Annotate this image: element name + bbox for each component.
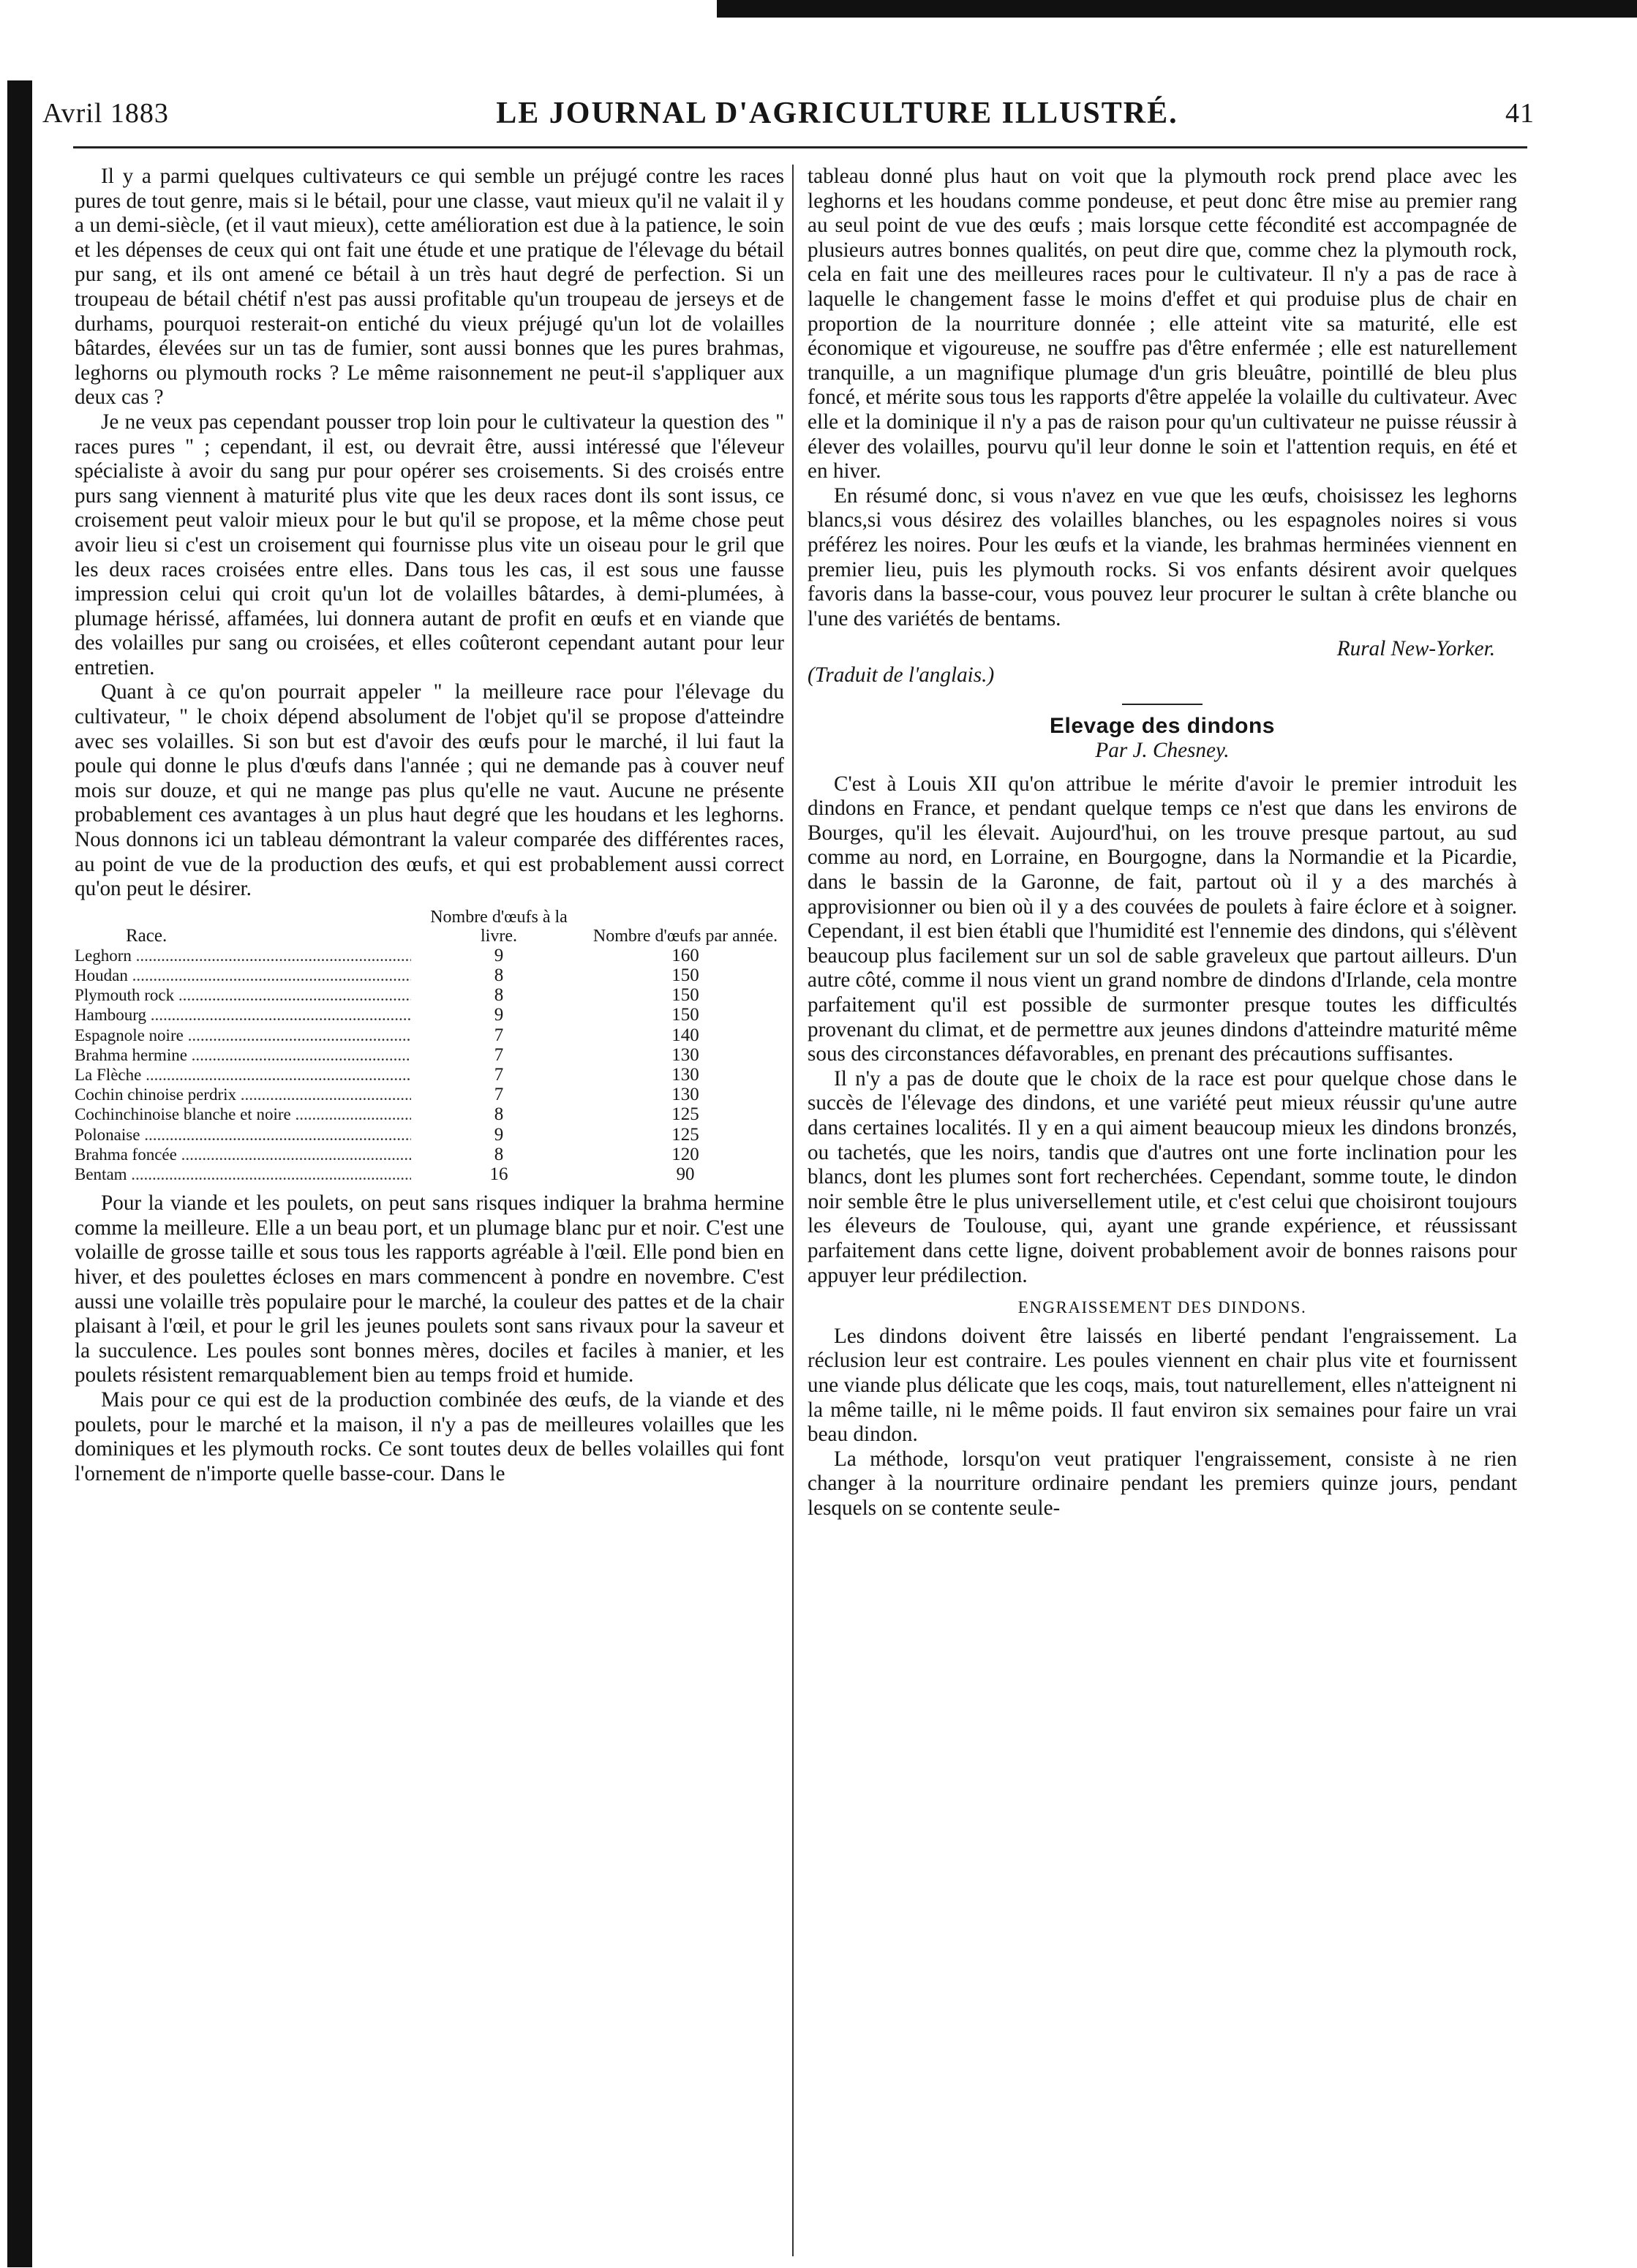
eggs-per-pound: 8 xyxy=(494,1104,504,1125)
table-row xyxy=(75,1145,784,1164)
left-column xyxy=(75,165,784,2256)
table-row xyxy=(75,946,784,965)
paragraph: Il n'y a pas de doute que le choix de la race est pour quelque chose dans le succès de l'élevage des dindons, et une variété peut mieux réussir qu'une autre dans certaines localités. Il y en a qui aiment beaucoup mieux les dindons bronzés, ou tachetés, que les noirs, tandis que d'autres ont une forte inclination pour les blancs, dont les plumes sont fort recherchées. Cependant, somme toute, le dindon noir semble être le plus universellement utile, et c'est celui que choisiront toujours les éleveurs de Toulouse, qui, ayant une grande expérience, et réussissant parfaitement dans cette ligne, doivent probablement avoir de bonnes raisons pour appuyer leur prédilection. xyxy=(808,1066,1517,1287)
right-column xyxy=(808,165,1517,2256)
eggs-per-year: 160 xyxy=(671,945,699,965)
table-row xyxy=(75,1025,784,1045)
race-name: Leghorn ..... xyxy=(75,946,411,965)
paragraph: Il y a parmi quelques cultivateurs ce qui semble un préjugé contre les races pures de tout genre, mais si le bétail, pour une classe, vaut mieux qu'il ne valait il y a un demi-siècle, (et il vaut mieux), cette amélioration est due à la patience, le soin et les dépenses de ceux qui ont fait une étude et une pratique de l'élevage du bétail pur sang, et ils ont amené ce bétail à un très haut degré de perfection. Si un troupeau de bétail chétif n'est pas aussi profitable qu'un troupeau de jerseys et de durhams, pourquoi resterait-on entiché du vieux préjugé qu'un lot de volailles bâtardes, élevées sur un tas de fumier, sont aussi bonnes que les pures brahmas, leghorns ou plymouth rocks ? Le même raisonnement ne peut-il s'appliquer aux deux cas ? xyxy=(75,165,784,410)
paragraph: tableau donné plus haut on voit que la plymouth rock prend place avec les leghorns et les houdans comme pondeuse, et peut donc être mise au premier rang au seul point de vue des œufs ; mais lorsque cette fécondité est accompagnée de plusieurs autres bonnes qualités, on peut dire que, comme chez la plymouth rock, cela en fait une des meilleures races pour le cultivateur. Il n'y a pas de race à laquelle le changement fasse le moins d'effet et qui produise plus de chair en proportion de la nourriture donnée ; elle atteint vite sa maturité, elle est économique et vigoureuse, ne souffre pas d'être enfermée ; elle est naturellement tranquille, a un magnifique plumage d'un gris bleuâtre, pointillé de bleu plus foncé, et mérite sous tous les rapports d'être appelée la volaille du cultivateur. Avec elle et la dominique il n'y a pas de raison pour qu'un cultivateur ne puisse réussir à élever des volailles, pourvu qu'il leur donne le soin et l'attention requis, en été et en hiver. xyxy=(808,165,1517,483)
table-row xyxy=(75,1104,784,1124)
race-name: Plymouth rock ..... xyxy=(75,985,411,1005)
article-title: Elevage des dindons xyxy=(1050,714,1275,739)
eggs-per-year: 150 xyxy=(671,1005,699,1025)
page-number: 41 xyxy=(1505,98,1535,129)
top-scan-bar xyxy=(717,0,1637,18)
paragraph: La méthode, lorsqu'on veut pratiquer l'engraissement, consiste à ne rien changer à la nourriture ordinaire pendant les premiers quinze jours, pendant lesquels on se contente seule- xyxy=(808,1447,1517,1520)
eggs-per-year: 130 xyxy=(671,1044,699,1065)
eggs-per-year: 90 xyxy=(676,1164,695,1185)
eggs-per-year: 120 xyxy=(671,1144,699,1164)
section-subheading: ENGRAISSEMENT DES DINDONS. xyxy=(1017,1298,1307,1317)
race-name: Cochinchinoise blanche et noire ..... xyxy=(75,1104,411,1124)
eggs-per-year: 150 xyxy=(671,985,699,1006)
table-row xyxy=(75,1085,784,1104)
paragraph: Mais pour ce qui est de la production combinée des œufs, de la viande et des poulets, pour le marché et la maison, il n'y a pas de meilleures volailles que les dominiques et les plymouth rocks. Ce sont toutes deux de belles volailles qui font l'ornement de n'importe quelle basse-cour. Dans le xyxy=(75,1388,784,1485)
eggs-per-year: 130 xyxy=(671,1085,699,1105)
header-race: Race. xyxy=(126,925,168,946)
header-eggs-per-year: Nombre d'œufs par année. xyxy=(592,926,778,946)
table-row xyxy=(75,1045,784,1065)
paragraph: Quant à ce qu'on pourrait appeler " la meilleure race pour l'élevage du cultivateur, " le choix dépend absolument de l'objet qu'il se propose d'atteindre avec ses volailles. Si son but est d'avoir des œufs pour le marché, il lui faut la poule qui donne le plus d'œufs dans l'année ; qui ne demande pas à couver neuf mois sur douze, et qui ne mange pas plus qu'elle ne vaut. Aucune ne présente probablement ces avantages à un plus haut degré que les houdans et les leghorns. Nous donnons ici un tableau démontrant la valeur comparée des différentes races, au point de vue de la production des œufs, et qui est probablement aussi correct qu'on peut le désirer. xyxy=(75,680,784,901)
race-name: Bentam ..... xyxy=(75,1164,411,1184)
paragraph: Pour la viande et les poulets, on peut sans risques indiquer la brahma hermine comme la meilleure. Elle a un beau port, et un plumage blanc pur et noir. C'est une volaille de grosse taille et sous tous les rapports agréable à l'œil. Elle pond bien en hiver, et des poulettes écloses en mars commencent à pondre en novembre. C'est aussi une volaille très populaire pour le marché, la couleur des pattes et de la chair plaisant à l'œil, et pour le gril les jeunes poulets sont sans rivaux pour la saveur et la succulence. Les poules sont bonnes mères, dociles et faciles à manier, et les poulets résistent remarquablement bien au temps froid et humide. xyxy=(75,1191,784,1387)
eggs-per-pound: 8 xyxy=(494,965,504,986)
race-name: La Flèche ..... xyxy=(75,1065,411,1085)
table-row xyxy=(75,965,784,985)
issue-date: Avril 1883 xyxy=(42,98,169,129)
table-row xyxy=(75,1164,784,1184)
eggs-per-pound: 16 xyxy=(489,1164,508,1185)
journal-title: LE JOURNAL D'AGRICULTURE ILLUSTRÉ. xyxy=(496,97,1178,130)
table-row xyxy=(75,985,784,1005)
race-name: Houdan ..... xyxy=(75,965,411,985)
eggs-per-year: 125 xyxy=(671,1104,699,1125)
header-rule xyxy=(73,146,1527,148)
eggs-per-pound: 9 xyxy=(494,945,504,965)
table-row xyxy=(75,1065,784,1085)
eggs-per-pound: 8 xyxy=(494,1144,504,1164)
eggs-per-pound: 9 xyxy=(494,1124,504,1145)
eggs-per-year: 140 xyxy=(671,1025,699,1045)
page-header xyxy=(42,88,1535,139)
race-name: Hambourg ..... xyxy=(75,1005,411,1025)
race-name: Espagnole noire ..... xyxy=(75,1025,411,1045)
race-name: Polonaise ..... xyxy=(75,1125,411,1145)
section-divider xyxy=(1122,704,1203,705)
paragraph: C'est à Louis XII qu'on attribue le mérite d'avoir le premier introduit les dindons en France, et pendant quelque temps ce n'est que dans les environs de Bourges, qu'il les élevait. Aujourd'hui, on les trouve presque partout, au sud comme au nord, en Lorraine, en Bourgogne, dans la Normandie et la Picardie, dans le bassin de la Garonne, de fait, partout où il y a des marchés à approvisionner ou bien où il y a des couvées de poulets à faire éclore et à soigner. Cependant, il est bien établi que l'humidité est l'ennemie des dindons, qui s'élèvent beaucoup plus facilement sur un sol de sable graveleux que partout ailleurs. D'un autre côté, comme il nous vient un grand nombre de dindons d'Irlande, cela montre parfaitement qu'il est possible de surmonter presque toutes les difficultés provenant du climat, et de permettre aux jeunes dindons d'atteindre maturité même sous des circonstances défavorables, en prenant des précautions suffisantes. xyxy=(808,772,1517,1066)
article-byline: Par J. Chesney. xyxy=(1095,739,1230,763)
source-signature: Rural New-Yorker. xyxy=(1336,637,1495,661)
table-row xyxy=(75,1005,784,1025)
translation-note: (Traduit de l'anglais.) xyxy=(808,663,995,687)
eggs-per-pound: 7 xyxy=(494,1044,504,1065)
table-header xyxy=(75,908,784,946)
race-name: Cochin chinoise perdrix ..... xyxy=(75,1085,411,1104)
race-name: Brahma foncée ..... xyxy=(75,1145,411,1164)
eggs-per-year: 150 xyxy=(671,965,699,986)
paragraph: Je ne veux pas cependant pousser trop loin pour le cultivateur la question des " races pures " ; cependant, il est, ou devrait être, aussi intéressé que l'éleveur spécialiste à avoir du sang pur pour opérer ses croisements. Si des croisés entre purs sang viennent à maturité plus vite que les deux races dont ils sont issus, ce croisement peut valoir mieux pour le but qu'il se propose, et la même chose peut avoir lieu si c'est un croisement qui fournisse plus vite un oiseau pour le gril que les deux races croisées entre elles. Dans tous les cas, il est sous une fausse impression celui qui croit qu'un lot de volailles bâtardes, à demi-plumées, à plumage hérissé, affamées, lui donnera autant de profit en œufs et en viande que des volailles pur sang ou croisées, et elles coûteront cependant autant pour leur entretien. xyxy=(75,410,784,679)
paragraph: En résumé donc, si vous n'avez en vue que les œufs, choisissez les leghorns blancs,si vous désirez des volailles blanches, ou les espagnoles noires si vous préférez les noires. Pour les œufs et la viande, les brahmas herminées viennent en premier lieu, puis les plymouth rocks. Si vos enfants désirent avoir quelques favoris dans la basse-cour, vous pouvez leur procurer le sultan à crête blanche ou l'une des variétés de bentams. xyxy=(808,483,1517,630)
eggs-per-pound: 7 xyxy=(494,1065,504,1085)
header-eggs-per-pound: Nombre d'œufs à la livre. xyxy=(430,907,568,946)
column-divider xyxy=(792,165,794,2256)
binding-edge xyxy=(7,80,32,2267)
paragraph: Les dindons doivent être laissés en liberté pendant l'engraissement. La réclusion leur est contraire. Les poules viennent en chair plus vite et fournissent une viande plus délicate que les coqs, mais, tout naturellement, elles n'atteignent ni la même taille, ni le même poids. Il faut environ six semaines pour faire un vrai beau dindon. xyxy=(808,1324,1517,1447)
eggs-per-pound: 7 xyxy=(494,1085,504,1105)
eggs-per-year: 125 xyxy=(671,1124,699,1145)
eggs-per-pound: 9 xyxy=(494,1005,504,1025)
eggs-per-pound: 7 xyxy=(494,1025,504,1045)
eggs-per-year: 130 xyxy=(671,1065,699,1085)
egg-production-table xyxy=(75,908,784,1184)
table-row xyxy=(75,1125,784,1145)
race-name: Brahma hermine ..... xyxy=(75,1045,411,1065)
eggs-per-pound: 8 xyxy=(494,985,504,1006)
